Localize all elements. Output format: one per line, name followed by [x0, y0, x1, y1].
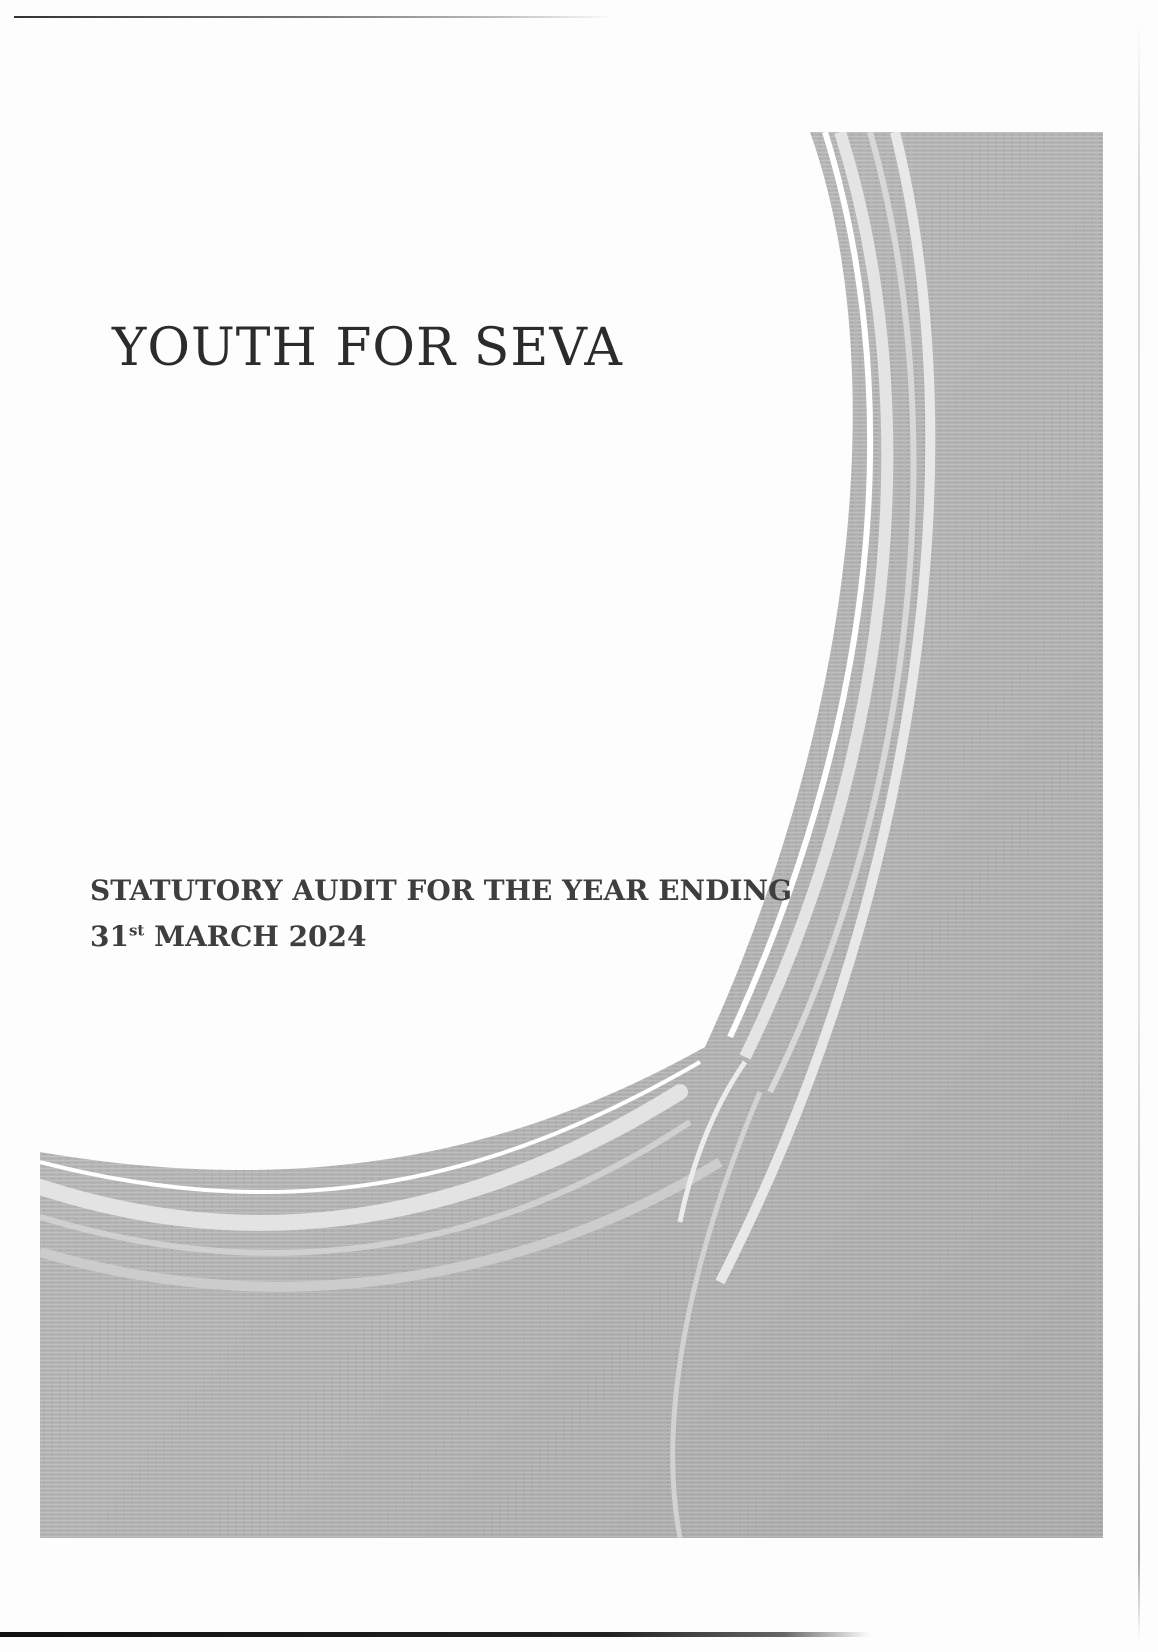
scan-edge-right: [1138, 20, 1140, 1640]
report-subtitle: [90, 868, 792, 960]
scan-edge-bottom: [0, 1632, 870, 1637]
organization-title: YOUTH FOR SEVA: [112, 318, 623, 378]
subtitle-line-date: [90, 914, 792, 960]
date-ordinal: st: [128, 921, 145, 940]
scan-edge-top: [14, 16, 614, 18]
subtitle-line-audit: STATUTORY AUDIT FOR THE YEAR ENDING: [90, 874, 793, 907]
date-day: 31: [90, 920, 129, 953]
date-month-year: MARCH 2024: [144, 920, 367, 953]
